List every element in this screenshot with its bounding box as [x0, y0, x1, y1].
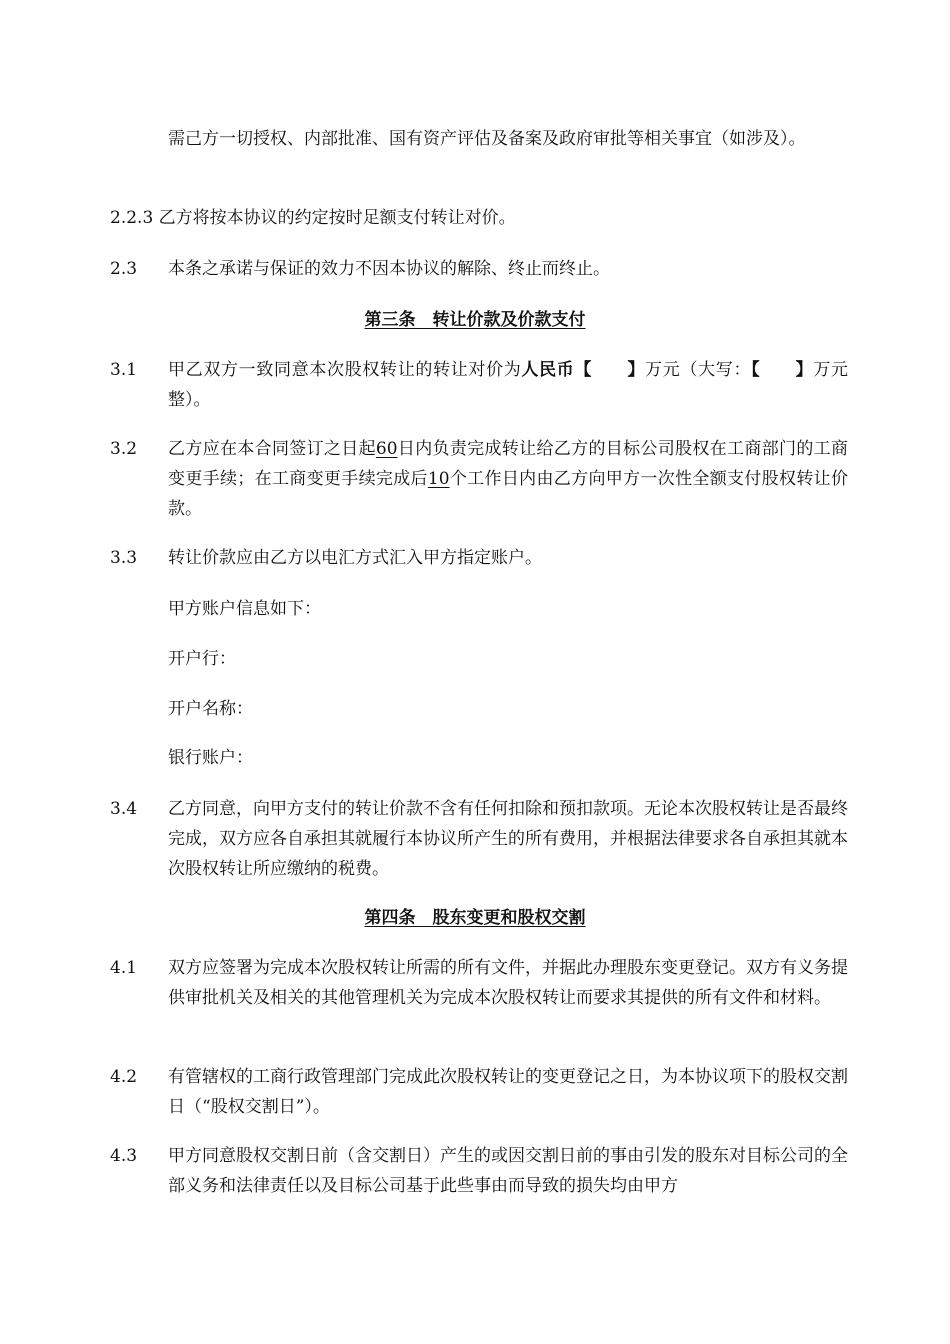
workdays-value: 10: [427, 469, 450, 489]
clause-number: 3.4: [110, 799, 138, 819]
price-amount-blank: 人民币【 】: [521, 360, 646, 380]
clause-text: 乙方应在本合同签订之日起60日内负责完成转让给乙方的目标公司股权在工商部门的工商变更手续；在工商变更手续完成后10个工作日内由乙方向甲方一次性全额支付股权转让价款。: [168, 439, 849, 519]
clause-number: 4.3: [110, 1146, 138, 1166]
account-info-title: 甲方账户信息如下：: [168, 599, 321, 619]
clause-number: 3.1: [110, 360, 138, 380]
clause-text: 乙方同意，向甲方支付的转让价款不含有任何扣除和预扣款项。无论本次股权转让是否最终完成，双方应各自承担其就履行本协议所产生的所有费用，并根据法律要求各自承担其就本次股权转让所应缴纳的税费。: [168, 799, 848, 879]
clause-number: 4.2: [110, 1067, 138, 1087]
article-4-heading: 第四条 股东变更和股权交割: [364, 908, 586, 928]
days-value: 60: [375, 439, 398, 459]
clause-text: 有管辖权的工商行政管理部门完成此次股权转让的变更登记之日，为本协议项下的股权交割日（“股权交割日”）。: [168, 1067, 848, 1117]
clause-number: 4.1: [110, 958, 138, 978]
clause-text: 甲乙双方一致同意本次股权转让的转让对价为人民币【 】万元（大写：【 】万元整）。: [168, 360, 849, 410]
clause-number: 2.3: [110, 259, 138, 279]
account-bank-label: 开户行：: [168, 649, 236, 669]
clause-text: 本条之承诺与保证的效力不因本协议的解除、终止而终止。: [168, 259, 610, 279]
clause-number: 3.3: [110, 548, 138, 568]
clause-text: 转让价款应由乙方以电汇方式汇入甲方指定账户。: [168, 548, 542, 568]
account-name-label: 开户名称：: [168, 699, 253, 719]
paragraph-2-2-2-continuation: 需己方一切授权、内部批准、国有资产评估及备案及政府审批等相关事宜（如涉及）。: [168, 129, 806, 149]
clause-number: 3.2: [110, 439, 138, 459]
paragraph-2-2-3: 2.2.3 乙方将按本协议的约定按时足额支付转让对价。: [110, 208, 516, 228]
account-number-label: 银行账户：: [168, 748, 253, 768]
clause-text: 甲方同意股权交割日前（含交割日）产生的或因交割日前的事由引发的股东对目标公司的全部义务和法律责任以及目标公司基于此些事由而导致的损失均由甲方: [168, 1146, 848, 1196]
price-capital-blank: 【 】: [751, 360, 814, 380]
article-3-heading: 第三条 转让价款及价款支付: [364, 310, 586, 330]
clause-text: 双方应签署为完成本次股权转让所需的所有文件，并据此办理股东变更登记。双方有义务提供审批机关及相关的其他管理机关为完成本次股权转让而要求其提供的所有文件和材料。: [168, 958, 848, 1008]
